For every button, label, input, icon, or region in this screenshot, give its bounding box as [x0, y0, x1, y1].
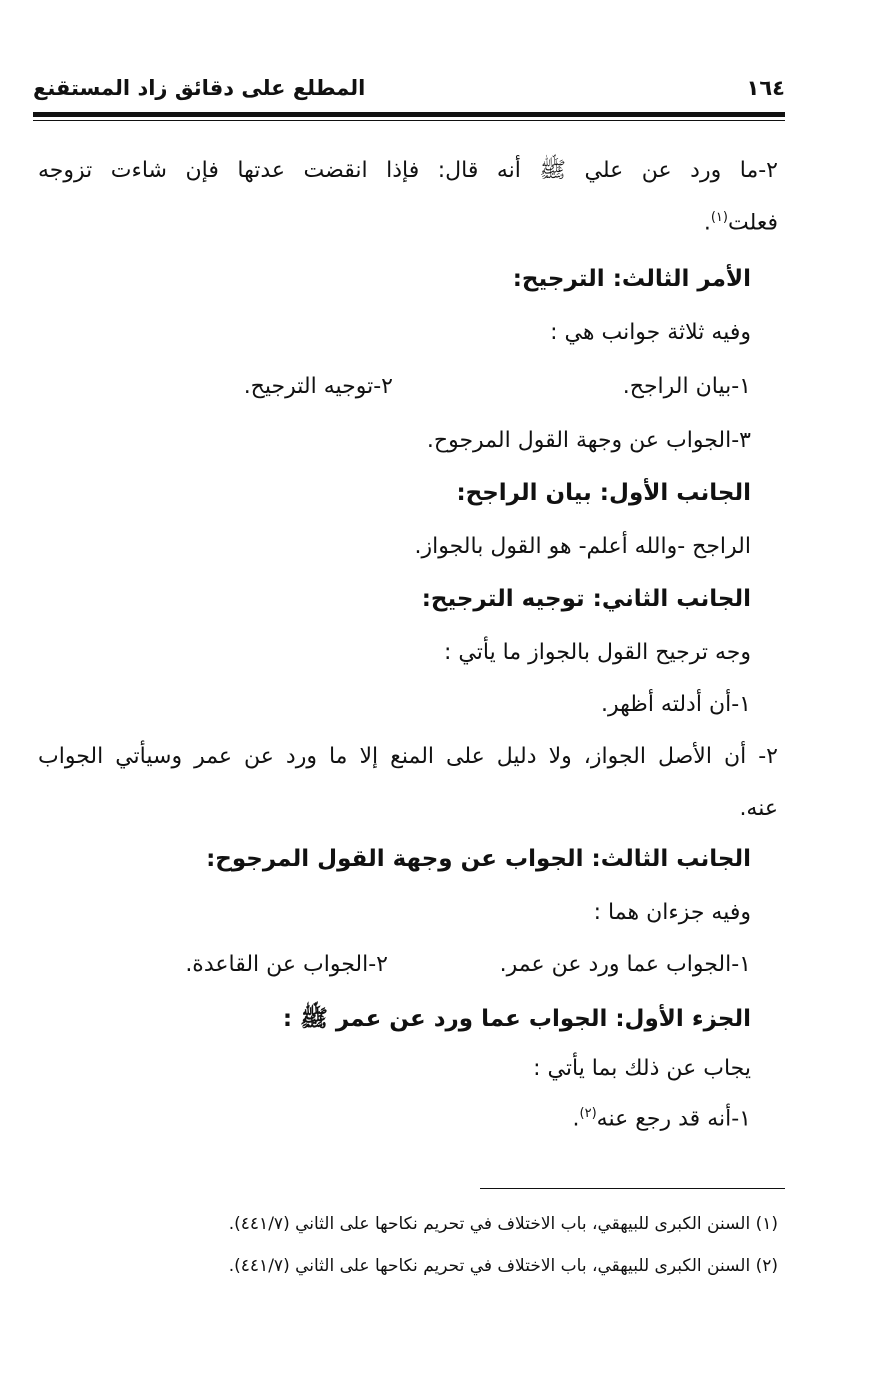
paragraph-text: .: [703, 210, 711, 236]
paragraph-line: [704, 210, 778, 235]
paragraph-line: وفيه ثلاثة جوانب هي :: [550, 320, 751, 345]
list-item: ١-الجواب عما ورد عن عمر.: [499, 952, 751, 977]
paragraph-text: ١-أنه قد رجع عنه: [596, 1106, 751, 1132]
section-heading: الجزء الأول: الجواب عما ورد عن عمر ﷺ :: [282, 1006, 751, 1032]
section-heading: الجانب الثاني: توجيه الترجيح:: [421, 586, 751, 612]
footnote: (٢) السنن الكبرى للبيهقي، باب الاختلاف في تحريم نكاحها على الثاني (٤٤١/٧).: [228, 1256, 778, 1276]
list-item: [573, 1106, 751, 1131]
footnote-ref: (٢): [579, 1106, 597, 1121]
paragraph-line: الراجح -والله أعلم- هو القول بالجواز.: [414, 534, 751, 559]
list-item: ٢-الجواب عن القاعدة.: [185, 952, 388, 977]
list-item: ١-بيان الراجح.: [622, 374, 751, 399]
paragraph-line: وفيه جزءان هما :: [593, 900, 751, 925]
running-header: [33, 76, 785, 100]
paragraph-line: وجه ترجيح القول بالجواز ما يأتي :: [444, 640, 751, 665]
list-item: ٣-الجواب عن وجهة القول المرجوح.: [426, 428, 751, 453]
page-number: ١٦٤: [746, 76, 785, 100]
footnote-ref: (١): [710, 210, 728, 225]
paragraph-line: ٢-ما ورد عن علي ﷺ أنه قال: فإذا انقضت عدتها فإن شاءت تزوجه: [38, 158, 778, 183]
book-title: المطلع على دقائق زاد المستقنع: [33, 76, 366, 100]
list-item: ٢-توجيه الترجيح.: [243, 374, 393, 399]
footnote-separator: [480, 1188, 785, 1189]
header-rule-thick: [33, 112, 785, 117]
header-rule-thin: [33, 120, 785, 121]
section-heading: الجانب الثالث: الجواب عن وجهة القول المرجوح:: [206, 846, 751, 872]
list-item: ٢- أن الأصل الجواز، ولا دليل على المنع إلا ما ورد عن عمر وسيأتي الجواب: [38, 744, 778, 769]
section-heading: الجانب الأول: بيان الراجح:: [456, 480, 751, 506]
paragraph-line: يجاب عن ذلك بما يأتي :: [533, 1056, 751, 1081]
section-heading: الأمر الثالث: الترجيح:: [512, 266, 751, 292]
paragraph-text: فعلت: [727, 210, 778, 236]
list-item: ١-أن أدلته أظهر.: [601, 692, 751, 717]
paragraph-line: عنه.: [739, 796, 778, 821]
paragraph-text: .: [572, 1106, 580, 1132]
footnote: (١) السنن الكبرى للبيهقي، باب الاختلاف في تحريم نكاحها على الثاني (٤٤١/٧).: [228, 1214, 778, 1234]
